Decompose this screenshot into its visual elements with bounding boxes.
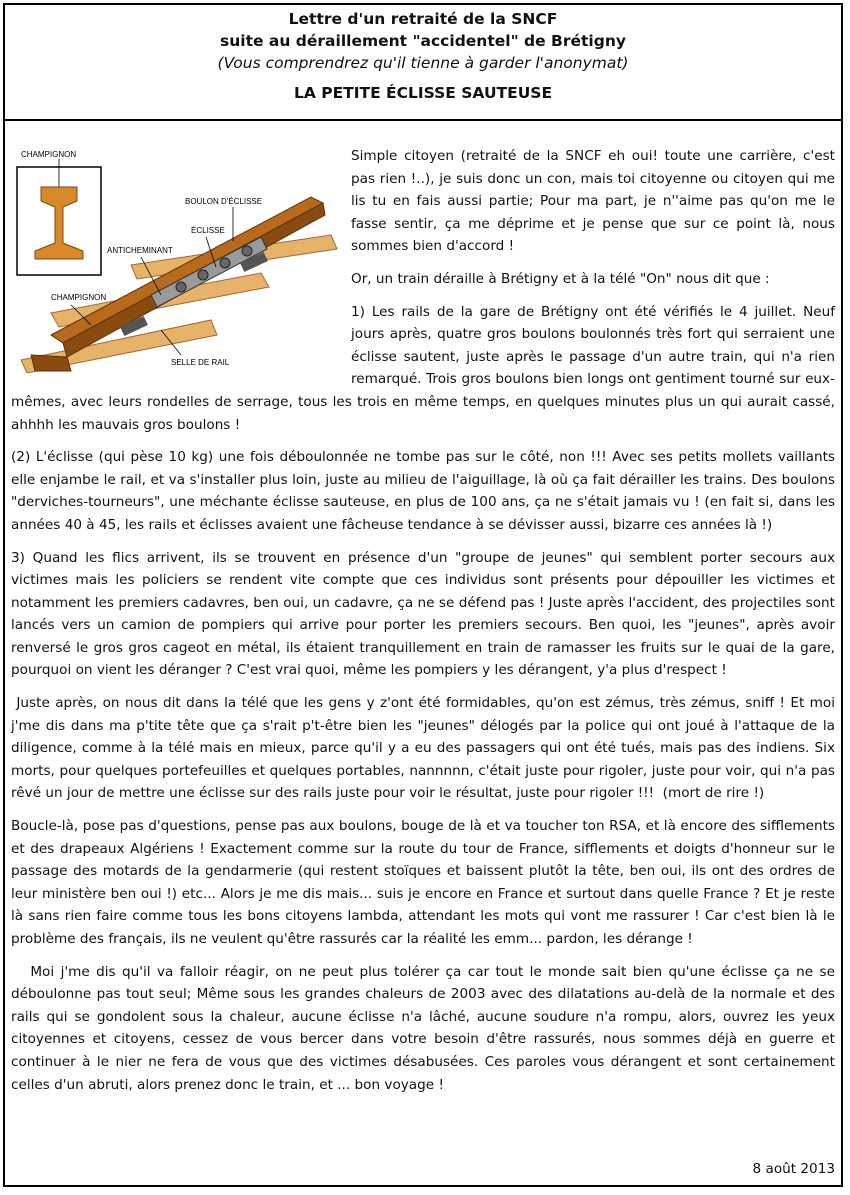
label-anticheminant: ANTICHEMINANT [107,246,173,255]
document-frame [3,3,843,1187]
letter-date: 8 août 2013 [752,1161,835,1177]
paragraph-6: Juste après, on nous dit dans la télé que les gens y z'ont été formidables, qu'on est zémus, très zémus, sniff ! Et moi j'me dis dans ma p'tite tête que ça s'rait p't-être bien les "jeunes" délogés par la police qui ont joué à l'attaque de la diligence, comme à la télé mais en mieux, parce qu'il y a eu des passagers qui ont été tués, mais pas des indiens. Six morts, pour quelques portefeuilles et quelques portables, nannnnn, c'était juste pour rigoler, juste pour voir, qui n'a pas rêvé un jour de mettre une éclisse sur des rails juste pour voir le résultat, juste pour rigoler !!! (mort de rire !) [11,695,840,802]
paragraph-2: Or, un train déraille à Brétigny et à la télé "On" nous dit que : [351,270,770,287]
header-line-3: (Vous comprendrez qu'il tienne à garder l'anonymat) [217,54,629,72]
article-body [11,145,840,1106]
label-selle: SELLE DE RAIL [171,358,230,367]
header [5,5,841,121]
label-eclisse: ÉCLISSE [191,226,225,235]
header-line-1: Lettre d'un retraité de la SNCF [288,10,558,28]
paragraph-7: Boucle-là, pose pas d'questions, pense pas aux boulons, bouge de là et va toucher ton RSA, et là encore des sifflements et des drapeaux Algériens ! Exactement comme sur la route du tour de France, sifflements et doigts d'honneur sur le passage des motards de la gendarmerie (qui restent stoïques et baissent plutôt la tête, ben oui, ils ont des ordres de leur ministère ben oui !) etc... Alors je me dis mais... suis je encore en France et surtout dans quelle France ? Et je reste là sans rien faire comme tous les bons citoyens lambda, attendant les mots qui vont me rassurer ! Car c'est bien là le problème des français, ils ne veulent qu'être rassurés car la réalité les emm... pardon, les dérange ! [11,818,835,947]
label-champignon-top: CHAMPIGNON [21,150,77,159]
article-title: LA PETITE ÉCLISSE SAUTEUSE [293,84,553,102]
rail-diagram [11,145,341,373]
paragraph-1: Simple citoyen (retraité de la SNCF eh oui! toute une carrière, c'est pas rien !..), je suis donc un con, mais toi citoyenne ou citoyen qui me lis tu en fais aussi partie; Pour ma part, je n''aime pas qu'on me le fasse sentir, ça me déprime et je pense que sur ce point là, nous sommes bien d'accord ! [351,148,835,255]
label-boulon: BOULON D'ÉCLISSE [185,197,263,206]
rail-diagram-illustration [11,145,341,373]
paragraph-8: Moi j'me dis qu'il va falloir réagir, on ne peut plus tolérer ça car tout le monde sait bien qu'une éclisse ça ne se déboulonne pas tout seul; Même sous les grandes chaleurs de 2003 avec des dilatations au-delà de la normale et des rails qui se gondolent sous la chaleur, aucune éclisse n'a lâché, aucune soudure n'a rompu, alors, ouvrez les yeux citoyennes et citoyens, cessez de vous bercer dans votre besoin d'être rassurés, nous sommes déjà en guerre et continuer à le nier ne fera de vous que des victimes désabusées. Ces paroles vous dérangent et sont certainement celles d'un abruti, alors prenez donc le train, et ... bon voyage ! [11,963,840,1093]
label-champignon-side: CHAMPIGNON [51,293,107,302]
paragraph-3: 1) Les rails de la gare de Brétigny ont été vérifiés le 4 juillet. Neuf jours après, quatre gros boulons boulonnés très fort qui serraient une éclisse sautent, juste après le passage d'un autre train, qui n'a rien remarqué. Trois gros boulons bien longs ont gentiment tourné sur eux-mêmes, avec leurs rondelles de serrage, tous les trois en même temps, en quelques minutes plus un qui aurait cassé, ahhhh les mauvais gros boulons ! [11,303,835,433]
paragraph-5: 3) Quand les flics arrivent, ils se trouvent en présence d'un "groupe de jeunes" qui semblent porter secours aux victimes mais les policiers se rendent vite compte que ces individus sont présents pour dépouiller les victimes et notamment les premiers cadavres, ben oui, un cadavre, ça ne se défend pas ! Juste après l'accident, des projectiles sont lancés vers un camion de pompiers qui arrive pour porter les premiers secours. Ben quoi, les "jeunes", après avoir renversé le gros gros cageot en métal, ils étaient tranquillement en train de ramasser les fruits sur le quai de la gare, pourquoi on vient les déranger ? C'est vrai quoi, même les pompiers y les dérangent, y'a plus d'respect ! [11,549,835,679]
paragraph-4: (2) L'éclisse (qui pèse 10 kg) une fois déboulonnée ne tombe pas sur le côté, non !!! Avec ses petits mollets vaillants elle enjambe le rail, et va s'installer plus loin, juste au milieu de l'aiguillage, là où ça fait dérailler les trains. Des boulons "derviches-tourneurs", une méchante éclisse sauteuse, en plus de 100 ans, ça ne s'était jamais vu ! (en fait si, dans les années 40 à 45, les rails et éclisses avaient une fâcheuse tendance à se dévisser aussi, bizarre ces années là !) [11,449,835,533]
header-line-2: suite au déraillement "accidentel" de Brétigny [220,32,626,50]
